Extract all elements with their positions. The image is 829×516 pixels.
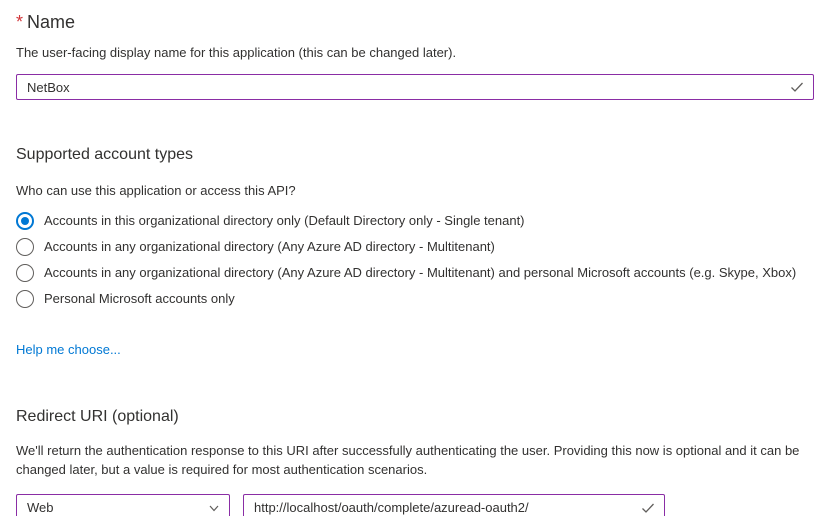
required-asterisk: * — [16, 12, 24, 32]
name-input[interactable] — [27, 80, 789, 95]
checkmark-icon — [640, 500, 656, 516]
redirect-uri-description: We'll return the authentication response to this URI after successfully authenticating the user. Providing this now is optional and it can be changed later, but a value is required for most authentication scenarios. — [16, 443, 800, 477]
platform-select-value: Web — [27, 500, 54, 515]
radio-option-label: Personal Microsoft accounts only — [44, 291, 235, 306]
radio-button-icon[interactable] — [16, 238, 34, 256]
radio-button-icon[interactable] — [16, 290, 34, 308]
platform-select[interactable] — [16, 494, 230, 516]
radio-button-icon[interactable] — [16, 212, 34, 230]
account-types-radio-group — [16, 212, 814, 308]
redirect-uri-row — [16, 494, 814, 516]
radio-option-multitenant-personal[interactable] — [16, 264, 814, 282]
radio-option-label: Accounts in any organizational directory (Any Azure AD directory - Multitenant) — [44, 239, 495, 254]
chevron-down-icon — [207, 501, 221, 515]
radio-option-label: Accounts in this organizational directory only (Default Directory only - Single tenant) — [44, 213, 525, 228]
radio-option-label: Accounts in any organizational directory (Any Azure AD directory - Multitenant) and personal Microsoft accounts (e.g. Skype, Xbox) — [44, 265, 797, 280]
radio-option-personal-only[interactable] — [16, 290, 814, 308]
redirect-uri-input-container — [243, 494, 665, 516]
name-section-title — [16, 10, 814, 34]
name-title-text: Name — [27, 12, 76, 32]
account-types-question: Who can use this application or access this API? — [16, 183, 296, 198]
help-me-choose-link[interactable]: Help me choose... — [16, 342, 121, 357]
radio-button-icon[interactable] — [16, 264, 34, 282]
redirect-uri-input[interactable] — [254, 500, 640, 515]
name-input-container — [16, 74, 814, 100]
radio-option-multitenant[interactable] — [16, 238, 814, 256]
name-description: The user-facing display name for this application (this can be changed later). — [16, 45, 457, 60]
radio-option-single-tenant[interactable] — [16, 212, 814, 230]
account-types-section-title: Supported account types — [16, 146, 194, 163]
checkmark-icon — [789, 79, 805, 95]
redirect-uri-section-title: Redirect URI (optional) — [16, 408, 179, 425]
